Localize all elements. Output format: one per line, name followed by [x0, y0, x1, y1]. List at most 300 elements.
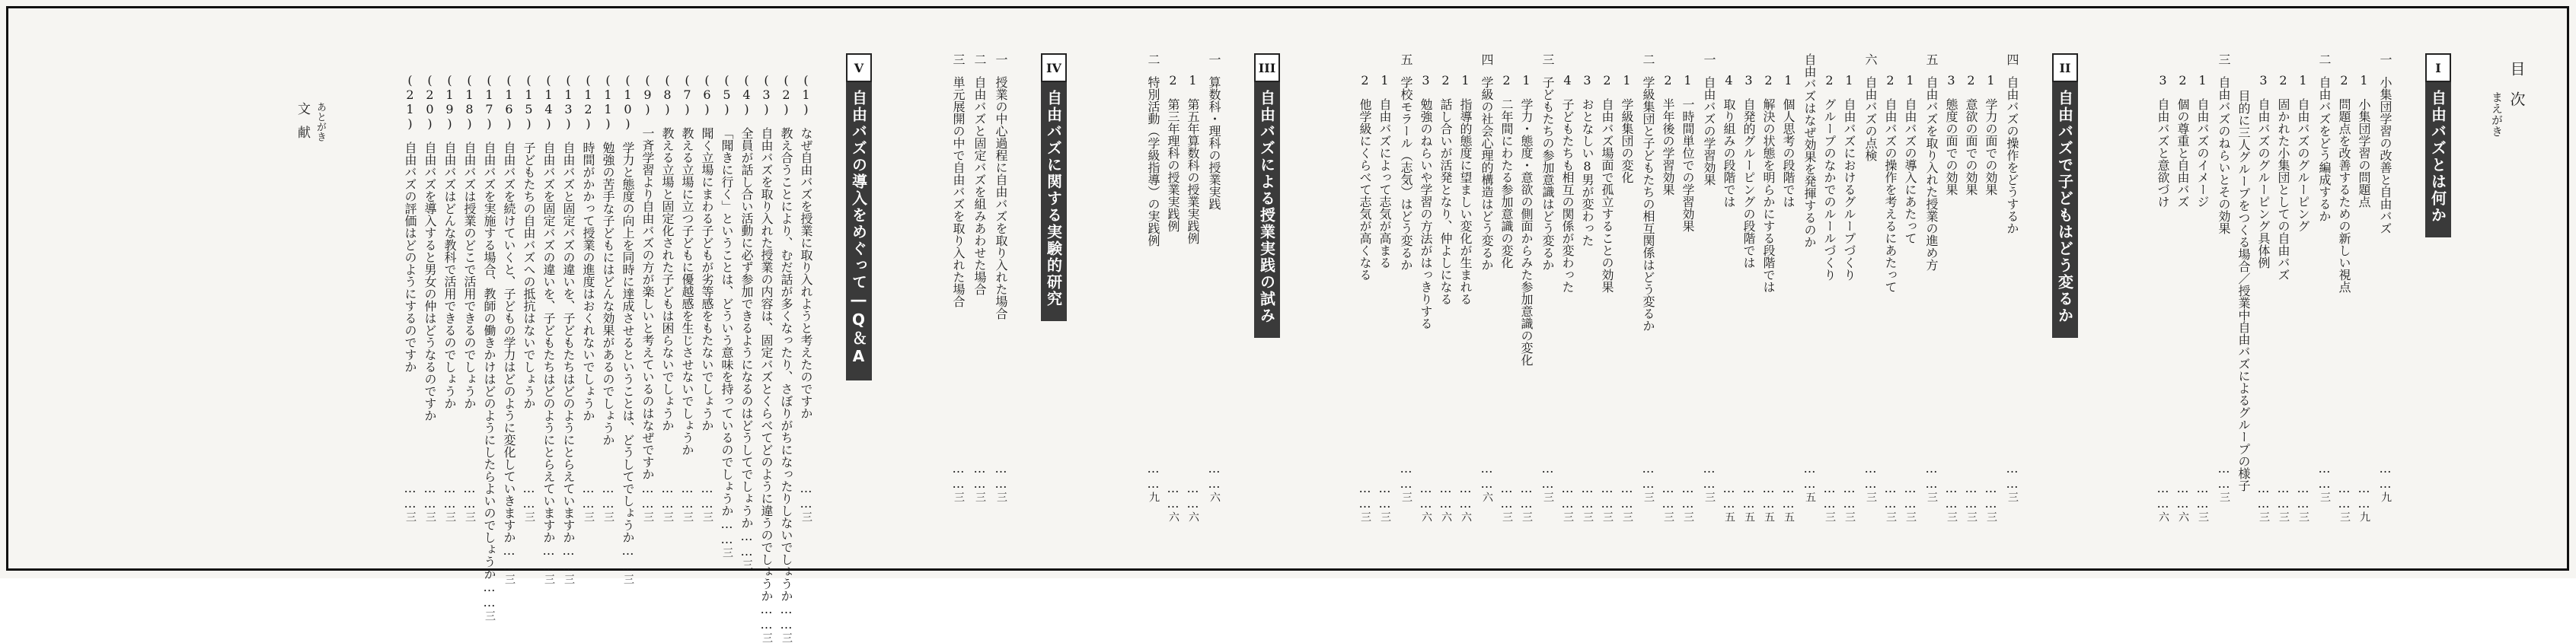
entry-number: (1) — [799, 73, 813, 116]
leader-dots: …… — [1438, 481, 1453, 511]
leader-dots: …… — [2217, 461, 2231, 492]
chapter-heading — [1039, 53, 1069, 502]
chapter-numeral: II — [2052, 53, 2078, 82]
toc-subsection-entry — [1432, 53, 1451, 522]
entry-title: 自由バズの操作を考えるにあたって — [1883, 98, 1898, 293]
page-number: 三 — [2197, 511, 2209, 522]
entry-title: 学力・態度・意欲の側面からみた参加意識の変化 — [1519, 98, 1534, 366]
entry-title: 教える立場に立つ子どもに優越感を生じさせないでしょうか — [680, 127, 694, 456]
leader-dots: …… — [1480, 461, 1494, 492]
leader-dots: …… — [1802, 461, 1817, 492]
leader-dots: …… — [951, 461, 966, 492]
leader-dots: …… — [1681, 481, 1695, 511]
page-number: 三 — [1865, 492, 1877, 502]
entry-title: 自由バズをどう編成するか — [2317, 76, 2332, 222]
toc-subsection-entry — [1835, 53, 1855, 522]
leader-dots: …… — [739, 529, 754, 559]
page-number: 三 — [484, 610, 496, 621]
leader-dots: …… — [621, 543, 635, 574]
page-number: 三 — [2006, 492, 2019, 502]
entry-number: 2 — [1499, 73, 1514, 88]
toc-subsection-entry — [1553, 53, 1573, 522]
toc-section-entry — [1633, 53, 1654, 502]
chapter-heading — [2050, 53, 2080, 502]
page-number: 三 — [1562, 511, 1574, 522]
toc-heading: 目次 — [2507, 61, 2526, 122]
entry-number: 3 — [2256, 73, 2271, 88]
entry-title: 目的に三人グループをつくる場合／授業中自由バズによるグループの様子 — [2236, 90, 2251, 492]
entry-title: 教え合うことにより、むだ話が多くなったり、さぼりがちになったりしないでしょうか — [779, 127, 793, 602]
entry-number: 六 — [1863, 53, 1878, 65]
entry-number: 2 — [1883, 73, 1898, 88]
page-number: 六 — [1481, 492, 1493, 502]
entry-title: なぜ自由バズを授業に取り入れようと考えたのですか — [799, 127, 813, 419]
entry-number: 二 — [1641, 53, 1655, 65]
page-number: 三 — [404, 511, 417, 522]
page-number: 三 — [1682, 511, 1694, 522]
toc-section-entry — [964, 53, 985, 502]
leader-dots: …… — [2156, 481, 2170, 511]
entry-number: (11) — [601, 73, 615, 131]
entry-number: 1 — [1458, 73, 1473, 88]
entry-number: 2 — [1600, 73, 1614, 88]
toc-subsection-entry — [2188, 53, 2208, 522]
leader-dots: …… — [1207, 461, 1221, 492]
entry-number: 2 — [2337, 73, 2351, 88]
entry-number: 1 — [1377, 73, 1392, 88]
entry-title: 自由バズを固定バズの違いを、子どもたちはどのようにとらえていますか — [541, 142, 556, 543]
entry-number: (18) — [462, 73, 477, 131]
leader-dots: …… — [502, 543, 516, 574]
leader-dots: …… — [1540, 461, 1555, 492]
entry-title: 自由バズのねらいとその効果 — [2217, 76, 2231, 234]
leader-dots: …… — [1519, 481, 1534, 511]
page-number: 三 — [523, 511, 535, 522]
toc-subsection-entry — [2330, 53, 2350, 522]
toc-section-entry — [1390, 53, 1412, 502]
leader-dots: …… — [1641, 461, 1655, 492]
leader-dots: …… — [1741, 481, 1756, 511]
page-number: 九 — [1148, 492, 1160, 502]
entry-number: 3 — [1944, 73, 1958, 88]
toc-subsection-entry — [1754, 53, 1774, 522]
page-number: 三 — [1985, 511, 1997, 522]
leader-dots: …… — [1146, 461, 1160, 492]
page-number: 三 — [2258, 511, 2270, 522]
entry-number: 2 — [1166, 73, 1180, 88]
leader-dots: …… — [2005, 461, 2019, 492]
page-number: 三 — [2218, 492, 2230, 502]
page-number: 六 — [1208, 492, 1221, 502]
entry-number: (19) — [442, 73, 457, 131]
entry-number: 2 — [1964, 73, 1978, 88]
entry-number: 1 — [1984, 73, 1998, 88]
entry-title: 半年後の学習効果 — [1661, 98, 1675, 196]
page-number: 三 — [1824, 511, 1836, 522]
leader-dots: …… — [1702, 461, 1716, 492]
leader-dots: …… — [2337, 481, 2351, 511]
leader-dots: …… — [1964, 481, 1978, 511]
toc-subsection-entry — [2169, 53, 2188, 522]
page-number: 三 — [622, 574, 634, 584]
entry-title: 解決の状態を明らかにする段階では — [1761, 98, 1776, 293]
toc-subsection-entry — [772, 53, 793, 643]
toc-subsection-entry — [634, 53, 653, 522]
entry-title: 二年間にわたる参加意識の変化 — [1499, 98, 1514, 269]
chapter-title: 自由バズによる授業実践の試み — [1254, 82, 1280, 338]
entry-number: 五 — [1924, 53, 1939, 65]
entry-title: 自由バズの学習効果 — [1702, 76, 1716, 186]
entry-title: 自由バズはどんな教科で活用できるのでしょうか — [442, 142, 457, 409]
leader-dots: …… — [522, 481, 536, 511]
entry-title: 自由バズを取り入れた授業の内容は、固定バズとくらべてどのように違うのでしょうか — [759, 127, 774, 602]
entry-title: 自由バズはなぜ効果を発揮するのか — [1802, 53, 1817, 248]
entry-title: 学級集団の変化 — [1620, 98, 1634, 183]
page-number: 三 — [1501, 511, 1513, 522]
page-number: 三 — [1904, 511, 1917, 522]
page-number: 三 — [1359, 511, 1371, 522]
entry-number: (14) — [541, 73, 556, 131]
entry-number: 2 — [2175, 73, 2190, 88]
toc-subsection-entry — [495, 53, 516, 584]
leader-dots: …… — [779, 602, 793, 632]
leader-dots: …… — [1620, 481, 1634, 511]
toc-subsection-entry — [733, 53, 754, 570]
page-number: 六 — [1187, 511, 1199, 522]
entry-title: 学級集団と子どもたちの相互関係はどう変るか — [1641, 76, 1655, 332]
toc-subsection-entry — [1451, 53, 1471, 522]
page-number: 三 — [2278, 511, 2290, 522]
toc-subsection-entry — [2249, 53, 2269, 522]
toc-subsection-entry — [554, 53, 576, 584]
leader-dots: …… — [1560, 481, 1575, 511]
toc-subsection-entry — [2350, 53, 2370, 522]
leader-dots: …… — [2317, 461, 2332, 492]
leader-dots: …… — [2175, 481, 2190, 511]
page-number: 三 — [1621, 511, 1633, 522]
leader-dots: …… — [680, 481, 694, 511]
page-number: 三 — [1885, 511, 1897, 522]
toc-section-entry — [1471, 53, 1492, 502]
toc-subsection-entry — [594, 53, 614, 522]
entry-number: 1 — [1620, 73, 1634, 88]
entry-number: (12) — [581, 73, 595, 131]
chapter-title: 自由バズとは何か — [2425, 82, 2451, 237]
page-number: 三 — [953, 492, 965, 502]
entry-number: 1 — [1781, 73, 1796, 88]
chapter-numeral: III — [1254, 53, 1280, 82]
leader-dots: …… — [1883, 481, 1898, 511]
entry-number: 2 — [1822, 73, 1837, 88]
entry-title: 学校モラール（志気）はどう変るか — [1399, 76, 1413, 271]
entry-title: 自由バズのグルーピング具体例 — [2256, 98, 2271, 269]
chapter-title: 自由バズの導入をめぐって―Q＆A — [846, 82, 872, 380]
toc-subsection-entry — [1412, 53, 1432, 522]
entry-number: 1 — [1186, 73, 1200, 88]
toc-heading-column — [2505, 53, 2528, 502]
chapter-numeral: V — [846, 53, 872, 82]
entry-number: 三 — [1540, 53, 1555, 65]
page-number: 六 — [1460, 511, 1472, 522]
leader-dots: …… — [601, 481, 615, 511]
leader-dots: …… — [720, 517, 734, 547]
entry-number: (15) — [522, 73, 536, 131]
leader-dots: …… — [1781, 481, 1796, 511]
leader-dots: …… — [1661, 481, 1675, 511]
toc-subsection-entry — [1674, 53, 1693, 522]
toc-subsection-entry — [1957, 53, 1977, 522]
entry-title: おとなしい8男が変わった — [1580, 98, 1594, 247]
entry-number: (10) — [621, 73, 635, 131]
leader-dots: …… — [2195, 481, 2210, 511]
entry-number: 五 — [1399, 53, 1413, 65]
entry-number: 一 — [1207, 53, 1221, 65]
entry-title: 全員が話し合い活動に必ず参加できるようになるのはどうしてでしょうか — [739, 127, 754, 529]
page-number: 三 — [1521, 511, 1533, 522]
leader-dots: …… — [462, 481, 477, 511]
toc-section-entry — [943, 53, 964, 502]
toc-subsection-entry — [2289, 53, 2309, 522]
page-number: 六 — [1167, 511, 1179, 522]
toc-subsection-entry — [1977, 53, 1997, 522]
toc-subsection-entry — [1512, 53, 1532, 522]
toc-subsection-entry — [2269, 53, 2289, 522]
entry-title: 自由バズを導入すると男女の仲はどうなるのですか — [423, 142, 437, 422]
leader-dots: …… — [2357, 481, 2371, 511]
page-number: 五 — [1763, 511, 1775, 522]
entry-number: 3 — [1419, 73, 1433, 88]
leader-dots: …… — [561, 543, 576, 574]
entry-number: 1 — [1681, 73, 1695, 88]
toc-subsection-entry — [1876, 53, 1896, 522]
leader-dots: …… — [640, 481, 655, 511]
leader-dots: …… — [1924, 461, 1939, 492]
entry-title: 自由バズによって志気が高まる — [1377, 98, 1392, 269]
page-number: 九 — [2380, 492, 2392, 502]
toc-subsection-entry — [673, 53, 693, 522]
toc-section-entry — [1916, 53, 1937, 502]
toc-subsection-entry — [1613, 53, 1633, 522]
entry-number: (20) — [423, 73, 437, 131]
leader-dots: …… — [1166, 481, 1180, 511]
entry-title: 自由バズの評価はどのようにするのですか — [403, 142, 417, 373]
page-number: 三 — [563, 574, 575, 584]
page-number: 九 — [2358, 511, 2370, 522]
entry-title: 自由バズと意欲づけ — [2156, 98, 2170, 208]
toc-subsection-entry — [574, 53, 594, 522]
entry-title: 問題点を改善するための新しい視点 — [2337, 98, 2351, 293]
page-number: 三 — [741, 559, 753, 570]
leader-dots: …… — [2378, 461, 2392, 492]
page-number: 三 — [602, 511, 614, 522]
entry-number: 一 — [2378, 53, 2392, 65]
entry-title: 子どもたちも相互の関係が変わった — [1560, 98, 1575, 293]
entry-number: 2 — [1438, 73, 1453, 88]
entry-title: 自由バズの操作をどうするか — [2005, 76, 2019, 234]
entry-number: (5) — [720, 73, 734, 116]
page-number: 三 — [1400, 492, 1412, 502]
page-number: 三 — [995, 492, 1007, 502]
entry-number: 1 — [2357, 73, 2371, 88]
entry-title: 個人思考の段階では — [1781, 98, 1796, 208]
afterword-entry: あとがき — [314, 102, 326, 142]
references-entry: 文献 — [295, 102, 310, 149]
entry-number: (2) — [779, 73, 793, 116]
leader-dots: …… — [442, 481, 457, 511]
page-number: 五 — [1723, 511, 1735, 522]
entry-title: 小集団学習の問題点 — [2357, 98, 2371, 208]
entry-title: 自由バズのイメージ — [2195, 98, 2210, 208]
leader-dots: …… — [581, 481, 595, 511]
toc-subsection-entry — [1159, 53, 1179, 522]
entry-title: 自由バズの点検 — [1863, 76, 1878, 161]
toc-subsection-entry — [614, 53, 635, 584]
entry-number: 2 — [1661, 73, 1675, 88]
entry-title: 話し合いが活発となり、仲よしになる — [1438, 98, 1453, 305]
leader-dots: …… — [403, 481, 417, 511]
leader-dots: …… — [1944, 481, 1958, 511]
toc-subsection-entry — [752, 53, 774, 643]
toc-subsection-entry — [1937, 53, 1957, 522]
entry-number: 二 — [2317, 53, 2332, 65]
entry-title: 自発的グルーピングの段階では — [1741, 98, 1756, 269]
toc-subsection-entry — [1351, 53, 1371, 522]
entry-title: 自由バズを続けていくと、子どもの学力はどのように変化していきますか — [502, 142, 516, 543]
chapter-heading — [1252, 53, 1282, 502]
entry-number: (4) — [739, 73, 754, 116]
page-number: 三 — [1542, 492, 1554, 502]
toc-section-entry — [1138, 53, 1159, 502]
leader-dots: …… — [1580, 481, 1594, 511]
entry-number: (3) — [759, 73, 774, 116]
toc-subsection-entry — [515, 53, 535, 522]
preface-entry: まえがき — [2490, 91, 2504, 137]
toc-section-entry — [1532, 53, 1553, 502]
page-number: 五 — [1743, 511, 1755, 522]
entry-title: 授業の中心過程に自由バズを取り入れた場合 — [994, 76, 1008, 320]
entry-title: 自由バズと固定バズを組みあわせた場合 — [972, 76, 987, 295]
toc-section-entry — [1199, 53, 1220, 502]
entry-number: 1 — [1519, 73, 1534, 88]
page-number: 三 — [1582, 511, 1594, 522]
toc-subsection-entry — [1179, 53, 1199, 522]
entry-number: 3 — [1580, 73, 1594, 88]
leader-dots: …… — [541, 543, 556, 574]
page-number: 三 — [1926, 492, 1938, 502]
page-number: 三 — [2338, 511, 2351, 522]
entry-title: 小集団学習の改善と自由バズ — [2378, 76, 2392, 234]
page-number: 三 — [974, 492, 986, 502]
chapter-title: 自由バズで子どもはどう変るか — [2052, 82, 2078, 338]
page-number: 三 — [2319, 492, 2331, 502]
leader-dots: …… — [1358, 481, 1372, 511]
entry-number: 四 — [2005, 53, 2019, 65]
toc-section-entry — [2370, 53, 2391, 502]
leader-dots: …… — [482, 580, 496, 610]
entry-title: 特別活動（学級指導）の実践例 — [1146, 76, 1160, 247]
entry-title: 自由バズの導入にあたって — [1903, 98, 1917, 244]
entry-title: 教える立場と固定化された子どもは困らないでしょうか — [660, 127, 675, 431]
chapter-numeral: IV — [1041, 53, 1067, 82]
entry-title: 自由バズを取り入れた授業の進め方 — [1924, 76, 1939, 271]
entry-title: 時間がかかって授業の進度はおくれないでしょうか — [581, 142, 595, 422]
entry-title: 取り組みの段階では — [1722, 98, 1736, 208]
leader-dots: …… — [2276, 481, 2290, 511]
leader-dots: …… — [423, 481, 437, 511]
toc-section-entry — [1997, 53, 2018, 502]
chapter-title: 自由バズに関する実験的研究 — [1041, 82, 1067, 321]
entry-number: 3 — [1741, 73, 1756, 88]
leader-dots: …… — [1458, 481, 1473, 511]
page-number: 三 — [2297, 511, 2309, 522]
entry-title: 学力の面での効果 — [1984, 98, 1998, 196]
toc-section-entry — [1693, 53, 1715, 502]
page-number: 三 — [1843, 511, 1856, 522]
leader-dots: …… — [1722, 481, 1736, 511]
leader-dots: …… — [1842, 481, 1856, 511]
entry-number: (7) — [680, 73, 694, 116]
page-number: 三 — [701, 511, 713, 522]
page-number: 六 — [1440, 511, 1452, 522]
entry-number: 三 — [951, 53, 966, 65]
toc-subsection-entry — [535, 53, 556, 584]
entry-number: 二 — [972, 53, 987, 65]
page-number: 三 — [761, 632, 773, 643]
entry-number: 四 — [1480, 53, 1494, 65]
entry-title: 自由バズを実施する場合、教師の働きかけはどのようにしたらよいのでしょうか — [482, 142, 496, 580]
entry-number: 4 — [1560, 73, 1575, 88]
toc-subsection-entry — [1715, 53, 1735, 522]
entry-title: 自由バズは授業のどこで活用できるのでしょうか — [462, 142, 477, 409]
leader-dots: …… — [1499, 481, 1514, 511]
page-number: 三 — [1601, 511, 1614, 522]
page-number: 三 — [780, 632, 793, 643]
leader-dots: …… — [2296, 481, 2310, 511]
entry-number: 2 — [1761, 73, 1776, 88]
entry-title: 聞く立場にまわる子どもが劣等感をもたないでしょうか — [700, 127, 714, 431]
entry-number: 1 — [2195, 73, 2210, 88]
entry-title: 子どもたちの自由バズへの抵抗はないでしょうか — [522, 142, 536, 409]
page-number: 三 — [642, 511, 654, 522]
entry-number: (6) — [700, 73, 714, 116]
chapter-numeral: I — [2425, 53, 2451, 82]
toc-subsection-entry — [713, 53, 734, 558]
entry-title: 自由バズのグルーピング — [2296, 98, 2310, 232]
entry-number: (17) — [482, 73, 496, 131]
page-number: 三 — [583, 511, 595, 522]
entry-number: 2 — [1358, 73, 1372, 88]
entry-title: 固かれた小集団としての自由バズ — [2276, 98, 2290, 281]
page-number: 三 — [1379, 511, 1391, 522]
entry-number: 1 — [1842, 73, 1856, 88]
page-number: 三 — [662, 511, 674, 522]
page-number: 三 — [424, 511, 436, 522]
leader-dots: …… — [1863, 461, 1878, 492]
toc-subsection-entry — [1371, 53, 1390, 522]
toc-subsection-entry — [1815, 53, 1835, 522]
page-number: 三 — [1642, 492, 1655, 502]
entry-title: 勉強のねらいや学習の方法がはっきりする — [1419, 98, 1433, 329]
page-number: 三 — [444, 511, 456, 522]
entry-number: (13) — [561, 73, 576, 131]
leader-dots: …… — [972, 461, 987, 492]
entry-title: 算数科・理科の授業実践 — [1207, 76, 1221, 210]
entry-number: (8) — [660, 73, 675, 116]
toc-subsection-entry — [1896, 53, 1916, 522]
toc-subsection-entry — [1735, 53, 1754, 522]
entry-title: グループのなかでのルールづくり — [1822, 98, 1837, 281]
leader-dots: …… — [1377, 481, 1392, 511]
